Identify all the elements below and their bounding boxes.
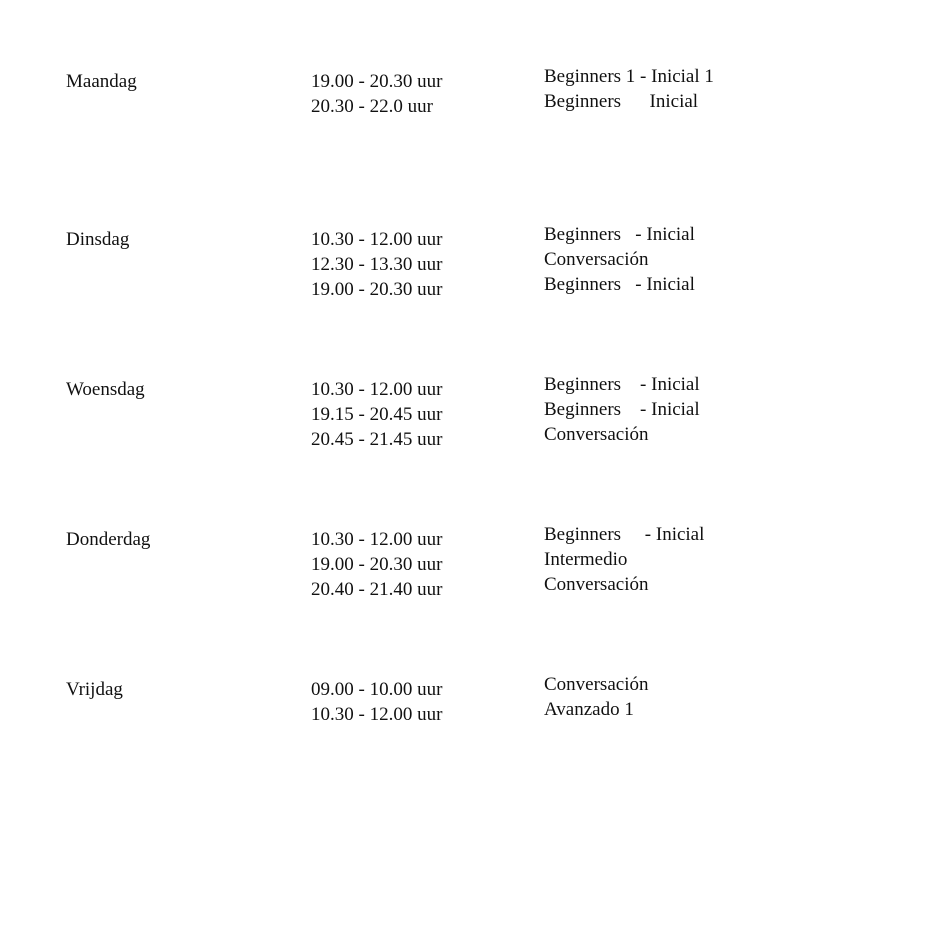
day-name: Dinsdag — [66, 229, 130, 250]
course-name: Beginners - Inicial — [544, 224, 695, 245]
course-name: Conversación — [544, 574, 649, 595]
course-list — [544, 64, 714, 114]
course-name: Beginners - Inicial — [544, 524, 705, 545]
time-slot: 10.30 - 12.00 uur — [311, 529, 443, 550]
time-list — [311, 677, 442, 727]
time-slot: 19.15 - 20.45 uur — [311, 404, 443, 425]
time-slot: 10.30 - 12.00 uur — [311, 229, 443, 250]
day-name: Donderdag — [66, 529, 151, 550]
course-name: Beginners - Inicial — [544, 399, 700, 420]
course-name: Conversación — [544, 249, 649, 270]
time-slot: 19.00 - 20.30 uur — [311, 554, 443, 575]
time-list — [311, 527, 442, 602]
time-slot: 19.00 - 20.30 uur — [311, 279, 443, 300]
course-list — [544, 372, 700, 447]
time-slot: 19.00 - 20.30 uur — [311, 71, 443, 92]
time-slot: 09.00 - 10.00 uur — [311, 679, 443, 700]
day-name: Woensdag — [66, 379, 145, 400]
day-name: Maandag — [66, 71, 137, 92]
time-slot: 12.30 - 13.30 uur — [311, 254, 443, 275]
time-slot: 10.30 - 12.00 uur — [311, 704, 443, 725]
course-name: Beginners - Inicial — [544, 274, 695, 295]
day-name: Vrijdag — [66, 679, 123, 700]
time-slot: 20.30 - 22.0 uur — [311, 96, 433, 117]
course-name: Conversación — [544, 674, 649, 695]
course-name: Beginners Inicial — [544, 91, 699, 112]
course-list — [544, 672, 648, 722]
time-slot: 10.30 - 12.00 uur — [311, 379, 443, 400]
course-name: Beginners 1 - Inicial 1 — [544, 66, 714, 87]
time-list — [311, 69, 442, 119]
time-list — [311, 377, 442, 452]
course-list — [544, 522, 704, 597]
course-name: Conversación — [544, 424, 649, 445]
time-list — [311, 227, 442, 302]
course-name: Beginners - Inicial — [544, 374, 700, 395]
course-name: Intermedio — [544, 549, 628, 570]
time-slot: 20.40 - 21.40 uur — [311, 579, 443, 600]
course-name: Avanzado 1 — [544, 699, 634, 720]
course-list — [544, 222, 695, 297]
time-slot: 20.45 - 21.45 uur — [311, 429, 443, 450]
